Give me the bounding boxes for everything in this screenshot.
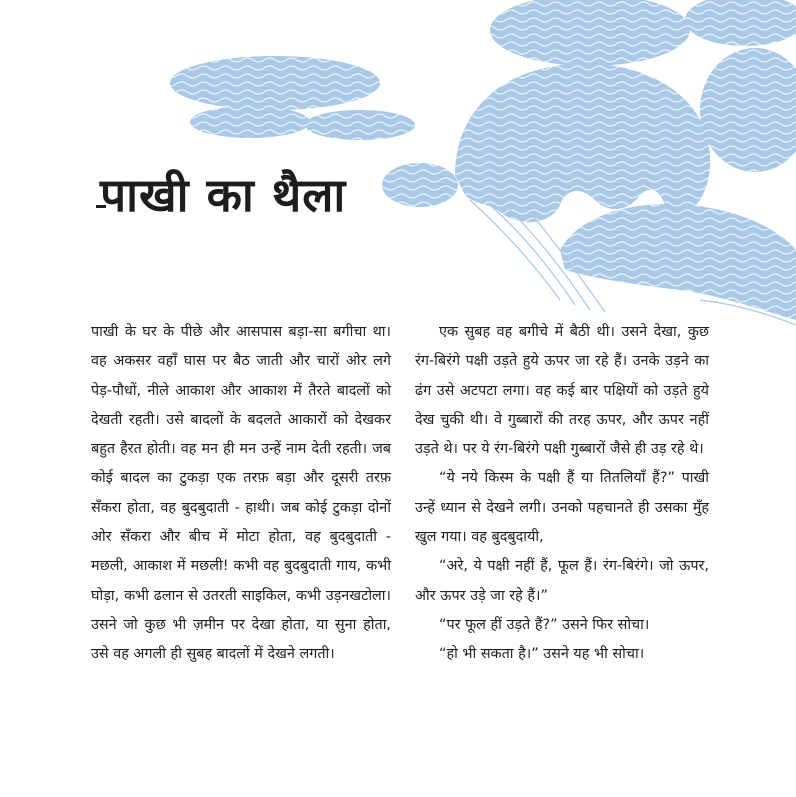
cloud-center-small bbox=[305, 110, 415, 140]
right-paragraph-5: “हो भी सकता है।” उसने यह भी सोचा। bbox=[439, 646, 645, 663]
cloud-right-large bbox=[700, 48, 796, 172]
left-column bbox=[91, 318, 391, 670]
right-paragraph-2: “ये नये किस्म के पक्षी हैं या तितलियाँ हैं?” पाखी उन्हें ध्यान से देखने लगी। उनको पहचानते ही उसका मुँह खुल गया। वह बुदबुदायी, bbox=[415, 470, 709, 546]
cloud-mid-center bbox=[382, 163, 458, 207]
cloud-left-long bbox=[170, 56, 380, 110]
story-title: पाखी का थैला bbox=[100, 168, 347, 222]
cloud-bottom-small bbox=[595, 242, 685, 278]
cloud-top-center bbox=[490, 0, 690, 66]
cloud-elephant bbox=[455, 63, 710, 222]
right-paragraph-3: “अरे, ये पक्षी नहीं हैं, फूल हैं। रंग-बिरंगे। जो ऊपर, और ऊपर उड़े जा रहे हैं।” bbox=[415, 558, 709, 604]
left-paragraph-1: पाखी के घर के पीछे और आसपास बड़ा-सा बगीचा था। वह अकसर वहाँ घास पर बैठ जाती और चारों ओर लगे पेड़-पौधों, नीले आकाश और आकाश में तैरते बादलों को देखती रहती। उसे बादलों के बदलते आकारों को देखकर बहुत हैरत होती। वह मन ही मन उन्हें नाम देती रहती। जब कोई बादल का टुकड़ा एक तरफ़ बड़ा और दूसरी तरफ़ सँकरा होता, वह बुदबुदाती - हाथी। जब कोई टुकड़ा दोनों ओर सँकरा और बीच में मोटा होता, वह बुदबुदाती - मछली, आकाश में मछली! कभी वह बुदबुदाती गाय, कभी घोड़ा, कभी ढलान से उतरती साइकिल, कभी उड़नखटोला। उसने जो कुछ भी ज़मीन पर देखा होता, या सुना होता, उसे वह अगली ही सुबह बादलों में देखने लगती। bbox=[91, 324, 391, 663]
right-paragraph-4: “पर फूल हीं उड़ते हैं?” उसने फिर सोचा। bbox=[439, 616, 650, 633]
right-paragraph-1: एक सुबह वह बगीचे में बैठी थी। उसने देखा, कुछ रंग-बिरंगे पक्षी उड़ते हुये ऊपर जा रहे हैं। उनके उड़ने का ढंग उसे अटपटा लगा। वह कई बार पक्षियों को उड़ते हुये देख चुकी थी। वे गुब्बारों की तरह ऊपर, और ऊपर नहीं उड़ते थे। पर ये रंग-बिरंगे पक्षी गुब्बारों जैसे ही उड़ रहे थे। bbox=[415, 324, 709, 458]
cloud-top-right bbox=[685, 0, 796, 46]
right-column bbox=[415, 318, 709, 670]
cloud-left-small bbox=[190, 106, 310, 138]
